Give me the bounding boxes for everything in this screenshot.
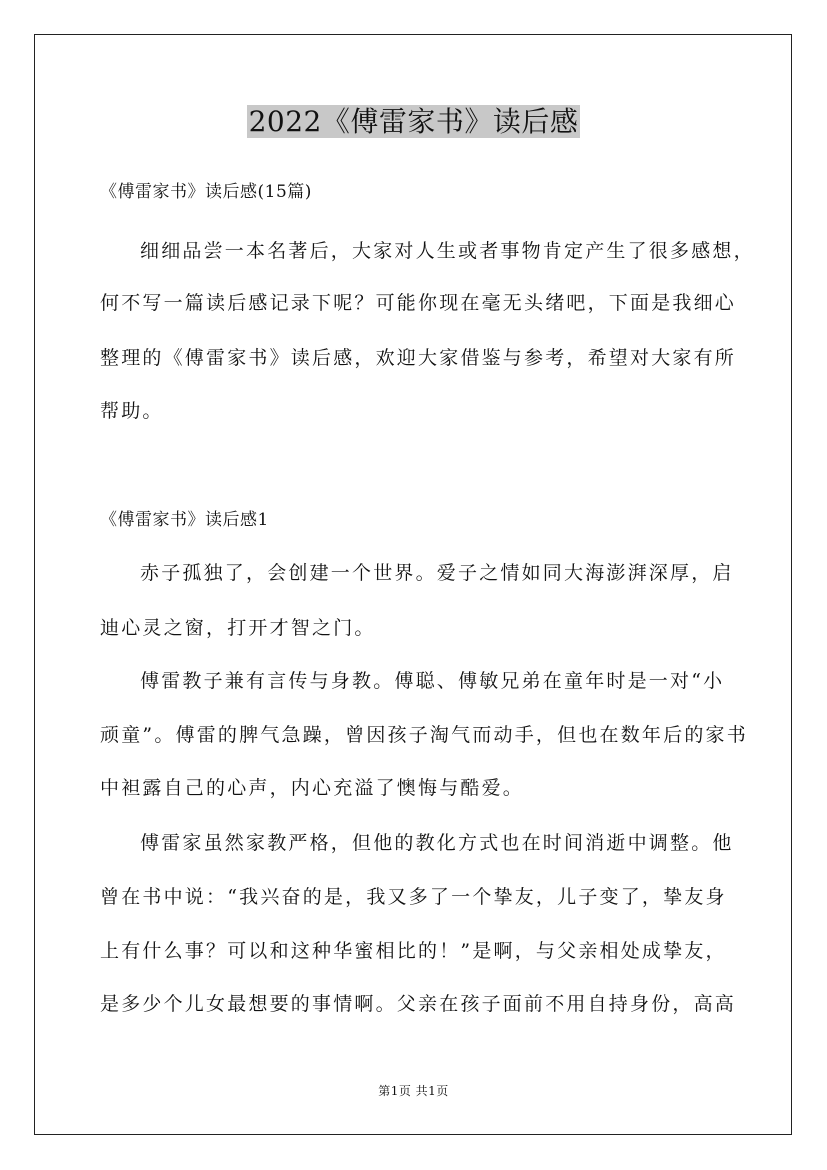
- paragraph-3-line-3: 上有什么事？可以和这种华蜜相比的！”是啊，与父亲相处成挚友，: [100, 940, 727, 962]
- paragraph-2-line-1: 傅雷教子兼有言传与身教。傅聪、傅敏兄弟在童年时是一对“小: [140, 670, 725, 692]
- paragraph-2-line-2: 顽童”。傅雷的脾气急躁，曾因孩子淘气而动手，但也在数年后的家书: [100, 724, 748, 746]
- paragraph-1-line-1: 赤子孤独了，会创建一个世界。爱子之情如同大海澎湃深厚，启: [140, 562, 734, 584]
- paragraph-3-line-4: 是多少个儿女最想要的事情啊。父亲在孩子面前不用自持身份，高高: [100, 993, 737, 1015]
- intro-line-1: 细细品尝一本名著后，大家对人生或者事物肯定产生了很多感想，: [140, 240, 755, 262]
- page-number-footer: 第1页 共1页: [378, 1084, 449, 1098]
- document-subtitle: 《傅雷家书》读后感(15篇): [100, 182, 312, 202]
- section-heading: 《傅雷家书》读后感1: [100, 510, 269, 530]
- document-title: 2022《傅雷家书》读后感: [248, 105, 579, 138]
- paragraph-3-line-2: 曾在书中说：“我兴奋的是，我又多了一个挚友，儿子变了，挚友身: [100, 886, 727, 908]
- intro-line-4: 帮助。: [100, 400, 164, 422]
- intro-line-3: 整理的《傅雷家书》读后感，欢迎大家借鉴与参考，希望对大家有所: [100, 347, 737, 369]
- paragraph-3-line-1: 傅雷家虽然家教严格，但他的教化方式也在时间消逝中调整。他: [140, 832, 734, 854]
- paragraph-1-line-2: 迪心灵之窗，打开才智之门。: [100, 617, 376, 639]
- intro-line-2: 何不写一篇读后感记录下呢？可能你现在毫无头绪吧，下面是我细心: [100, 292, 737, 314]
- paragraph-2-line-3: 中袒露自己的心声，内心充溢了懊悔与酷爱。: [100, 777, 525, 799]
